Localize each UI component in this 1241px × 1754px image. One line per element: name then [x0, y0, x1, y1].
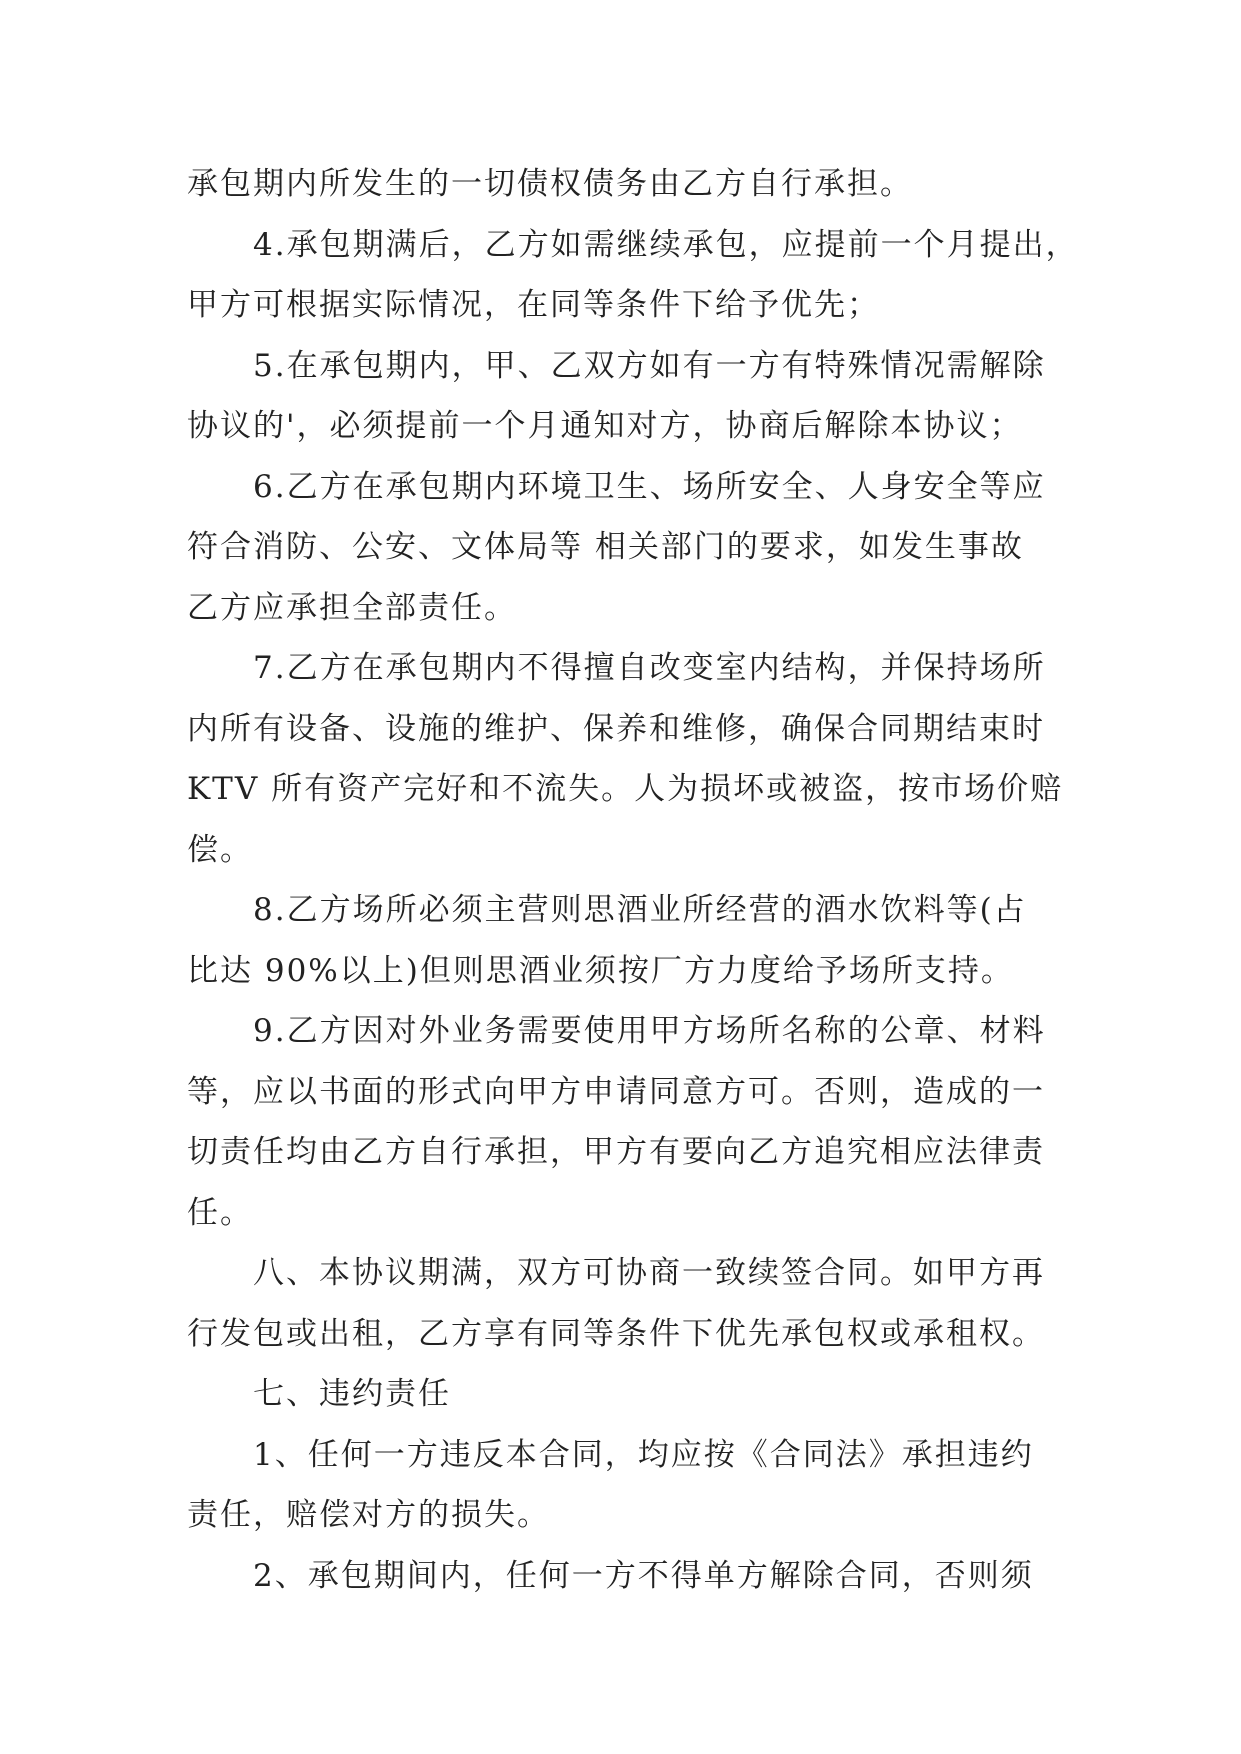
section-heading: 七、违约责任 [253, 1376, 451, 1412]
text-line: 1、任何一方违反本合同，均应按《合同法》承担违约 [253, 1436, 1034, 1473]
text-line: 偿。 [187, 831, 253, 868]
text-line: 任。 [187, 1194, 253, 1231]
text-line: 8.乙方场所必须主营则思酒业所经营的酒水饮料等(占 [253, 892, 1027, 928]
contract-text [187, 154, 1079, 1606]
text-line: 切责任均由乙方自行承担，甲方有要向乙方追究相应法律责 [187, 1134, 1045, 1170]
text-line: 5.在承包期内，甲、乙双方如有一方有特殊情况需解除 [253, 347, 1046, 384]
text-line: 7.乙方在承包期内不得擅自改变室内结构，并保持场所 [253, 650, 1046, 686]
text-line: KTV 所有资产完好和不流失。人为损坏或被盗，按市场价赔 [187, 771, 1064, 807]
text-line: 乙方应承担全部责任。 [187, 589, 517, 626]
text-line: 4.承包期满后，乙方如需继续承包，应提前一个月提出， [253, 226, 1079, 263]
text-line: 责任，赔偿对方的损失。 [187, 1497, 550, 1533]
text-line: 协议的'，必须提前一个月通知对方，协商后解除本协议； [187, 408, 1023, 444]
text-line: 行发包或出租，乙方享有同等条件下优先承包权或承租权。 [187, 1315, 1045, 1352]
text-line: 6.乙方在承包期内环境卫生、场所安全、人身安全等应 [253, 468, 1046, 505]
text-line: 符合消防、公安、文体局等 相关部门的要求，如发生事故 [187, 529, 1024, 565]
text-line: 等，应以书面的形式向甲方申请同意方可。否则，造成的一 [187, 1073, 1045, 1110]
text-line: 甲方可根据实际情况，在同等条件下给予优先； [187, 287, 880, 323]
text-line: 比达 90%以上)但则思酒业须按厂方力度给予场所支持。 [187, 952, 1014, 989]
text-line: 承包期内所发生的一切债权债务由乙方自行承担。 [187, 166, 913, 202]
text-line: 八、本协议期满，双方可协商一致续签合同。如甲方再 [253, 1255, 1045, 1291]
text-line: 9.乙方因对外业务需要使用甲方场所名称的公章、材料 [253, 1013, 1046, 1049]
text-line: 内所有设备、设施的维护、保养和维修，确保合同期结束时 [187, 710, 1045, 747]
text-line: 2、承包期间内，任何一方不得单方解除合同，否则须 [253, 1557, 1034, 1594]
